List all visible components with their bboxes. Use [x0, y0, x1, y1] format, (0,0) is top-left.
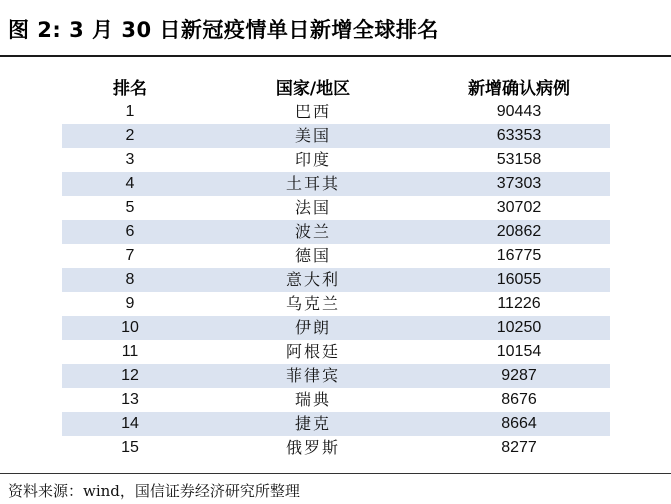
rank-cell: 5 — [125, 199, 135, 216]
table-row — [62, 100, 610, 124]
new-cases-cell: 16775 — [496, 247, 542, 264]
header-country: 国家/地区 — [275, 79, 351, 99]
country-cell: 波兰 — [198, 220, 428, 244]
country-cell: 德国 — [294, 246, 331, 265]
new-cases-cell: 37303 — [428, 172, 610, 196]
table-row — [62, 196, 610, 220]
table-row — [62, 388, 610, 412]
table-row — [62, 436, 610, 460]
table-row — [62, 292, 610, 316]
table-row — [62, 220, 610, 244]
country-cell: 乌克兰 — [285, 294, 340, 313]
table-row — [62, 316, 610, 340]
new-cases-cell: 8664 — [428, 412, 610, 436]
country-cell: 印度 — [294, 150, 331, 169]
ranking-table — [62, 78, 610, 460]
new-cases-cell: 16055 — [428, 268, 610, 292]
new-cases-cell: 11226 — [497, 295, 541, 312]
rank-cell: 14 — [62, 412, 198, 436]
country-cell: 菲律宾 — [198, 364, 428, 388]
rank-cell: 10 — [62, 316, 198, 340]
figure-title: 图 2: 3 月 30 日新冠疫情单日新增全球排名 — [8, 18, 439, 42]
new-cases-cell: 53158 — [496, 151, 542, 168]
country-cell: 意大利 — [198, 268, 428, 292]
header-new-cases: 新增确认病例 — [468, 79, 570, 99]
rank-cell: 4 — [62, 172, 198, 196]
source-divider — [0, 473, 671, 474]
new-cases-cell: 9287 — [428, 364, 610, 388]
rank-cell: 13 — [121, 391, 139, 408]
country-cell: 土耳其 — [198, 172, 428, 196]
rank-cell: 2 — [62, 124, 198, 148]
country-cell: 俄罗斯 — [285, 438, 340, 457]
header-rank: 排名 — [113, 79, 147, 99]
new-cases-cell: 63353 — [428, 124, 610, 148]
new-cases-cell: 20862 — [428, 220, 610, 244]
new-cases-cell: 10154 — [496, 343, 542, 360]
new-cases-cell: 30702 — [496, 199, 542, 216]
new-cases-cell: 8277 — [501, 439, 537, 456]
table-row — [62, 268, 610, 292]
country-cell: 捷克 — [198, 412, 428, 436]
table-row — [62, 340, 610, 364]
title-divider — [0, 55, 671, 57]
table-row — [62, 364, 610, 388]
rank-cell: 3 — [125, 151, 135, 168]
rank-cell: 1 — [125, 103, 135, 120]
rank-cell: 12 — [62, 364, 198, 388]
country-cell: 阿根廷 — [285, 342, 340, 361]
source-note: 资料来源：wind，国信证券经济研究所整理 — [8, 482, 300, 500]
table-row — [62, 412, 610, 436]
country-cell: 法国 — [294, 198, 331, 217]
table-row — [62, 244, 610, 268]
rank-cell: 9 — [125, 295, 135, 312]
table-row — [62, 148, 610, 172]
rank-cell: 8 — [62, 268, 198, 292]
country-cell: 瑞典 — [294, 390, 331, 409]
new-cases-cell: 8676 — [501, 391, 537, 408]
rank-cell: 7 — [125, 247, 135, 264]
rank-cell: 15 — [121, 439, 139, 456]
rank-cell: 11 — [121, 343, 139, 360]
rank-cell: 6 — [62, 220, 198, 244]
table-row — [62, 172, 610, 196]
table-body — [62, 100, 610, 460]
new-cases-cell: 90443 — [496, 103, 542, 120]
country-cell: 巴西 — [294, 102, 331, 121]
country-cell: 伊朗 — [198, 316, 428, 340]
table-header-row — [62, 78, 610, 100]
country-cell: 美国 — [198, 124, 428, 148]
table-row — [62, 124, 610, 148]
new-cases-cell: 10250 — [428, 316, 610, 340]
